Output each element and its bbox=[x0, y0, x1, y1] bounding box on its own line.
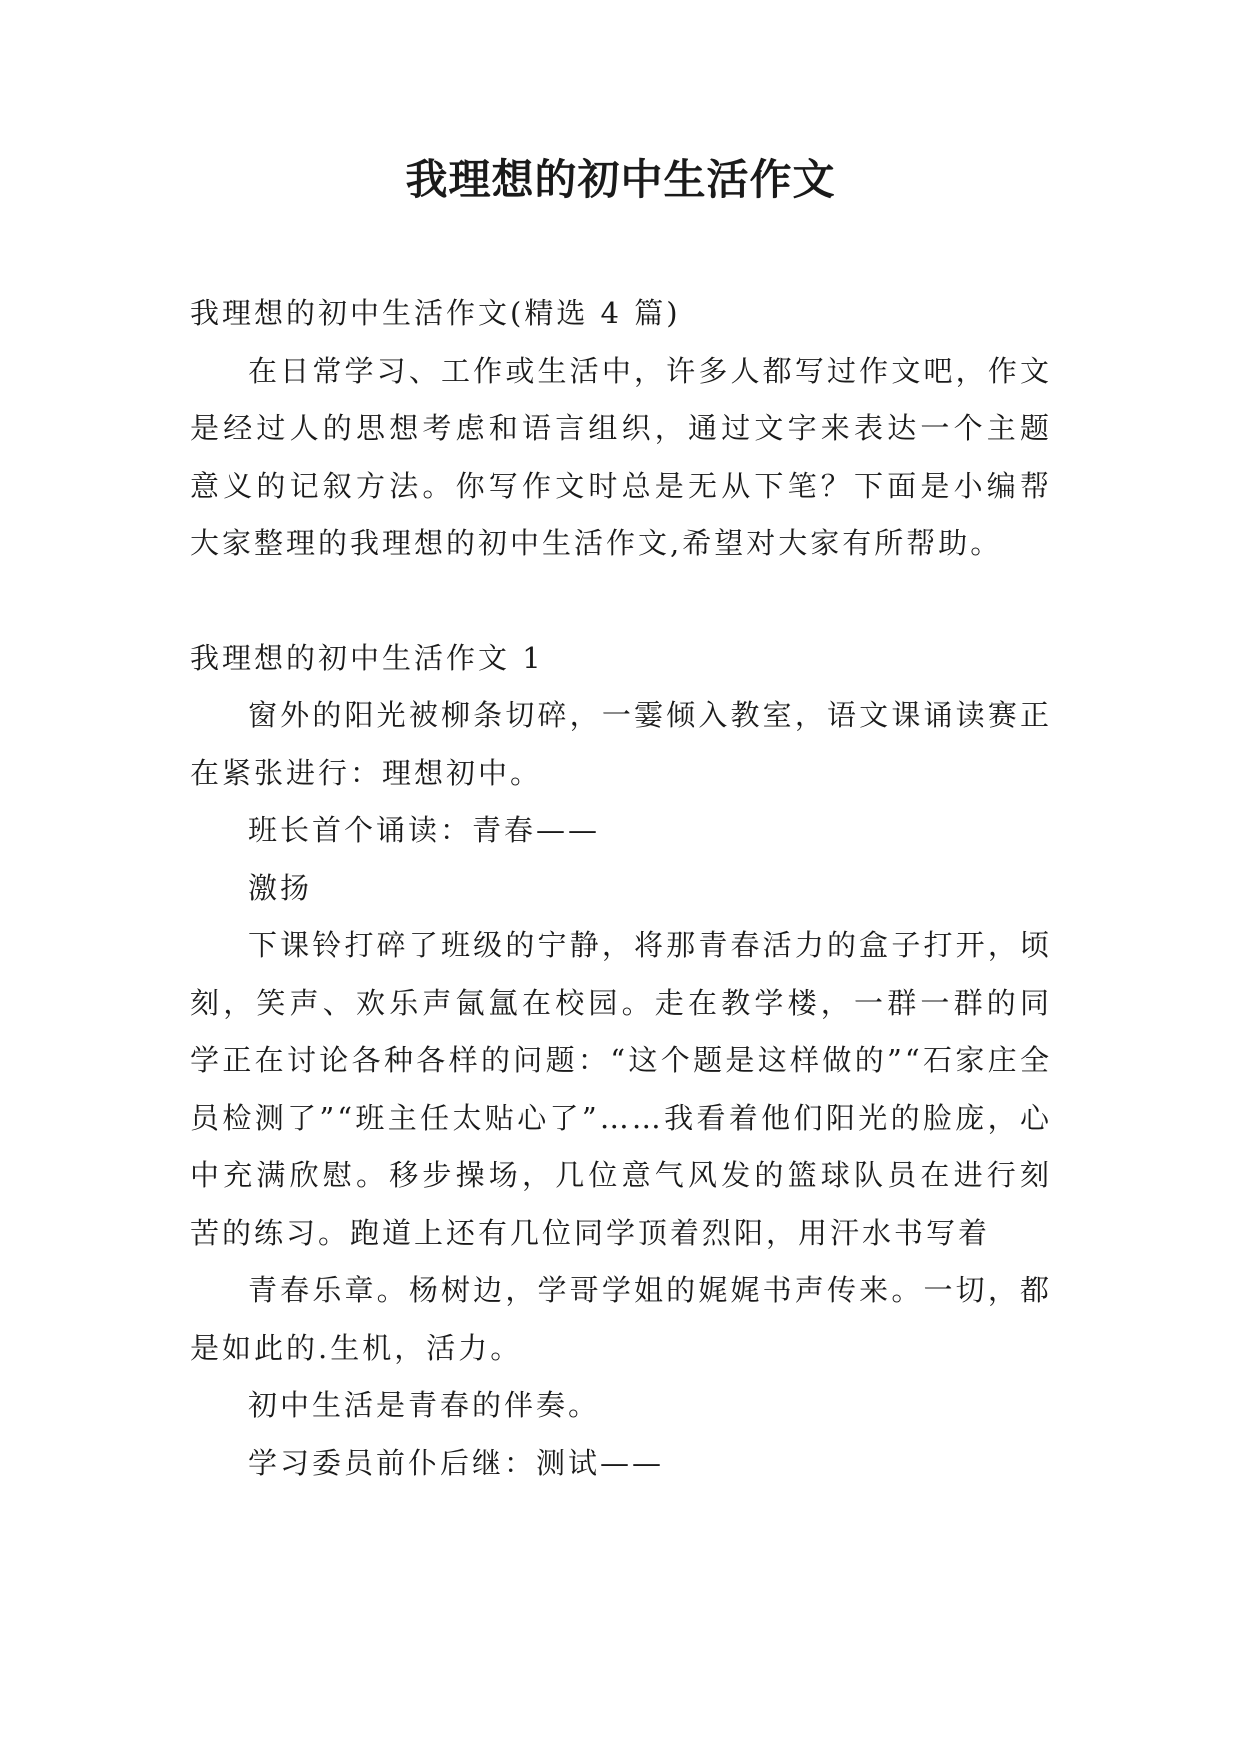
body-paragraph: 激扬 bbox=[248, 870, 313, 905]
subtitle-paragraph: 我理想的初中生活作文(精选 4 篇) bbox=[190, 296, 681, 330]
body-paragraph: 下课铃打碎了班级的宁静，将那青春活力的盒子打开，顷刻，笑声、欢乐声氤氲在校园。走在教学楼，一群一群的同学正在讨论各种各样的问题：“这个题是这样做的”“石家庄全员检测了”“班主任太贴心了”……我看着他们阳光的脸庞，心中充满欣慰。移步操场，几位意气风发的篮球队员在进行刻苦的练习。跑道上还有几位同学顶着烈阳，用汗水书写着 bbox=[190, 928, 1052, 1250]
body-paragraph: 窗外的阳光被柳条切碎，一霎倾入教室，语文课诵读赛正在紧张进行：理想初中。 bbox=[190, 698, 1052, 790]
intro-paragraph: 在日常学习、工作或生活中，许多人都写过作文吧，作文是经过人的思想考虑和语言组织，通过文字来表达一个主题意义的记叙方法。你写作文时总是无从下笔？下面是小编帮大家整理的我理想的初中生活作文,希望对大家有所帮助。 bbox=[190, 353, 1052, 560]
body-paragraph: 青春乐章。杨树边，学哥学姐的娓娓书声传来。一切，都是如此的.生机，活力。 bbox=[190, 1273, 1052, 1365]
document-title: 我理想的初中生活作文 bbox=[405, 155, 836, 204]
body-paragraph: 初中生活是青春的伴奏。 bbox=[248, 1388, 601, 1422]
document-body bbox=[190, 285, 1052, 1492]
body-paragraph: 班长首个诵读：青春—— bbox=[248, 813, 601, 847]
section-heading: 我理想的初中生活作文 1 bbox=[190, 640, 544, 675]
body-paragraph: 学习委员前仆后继：测试—— bbox=[248, 1445, 665, 1480]
